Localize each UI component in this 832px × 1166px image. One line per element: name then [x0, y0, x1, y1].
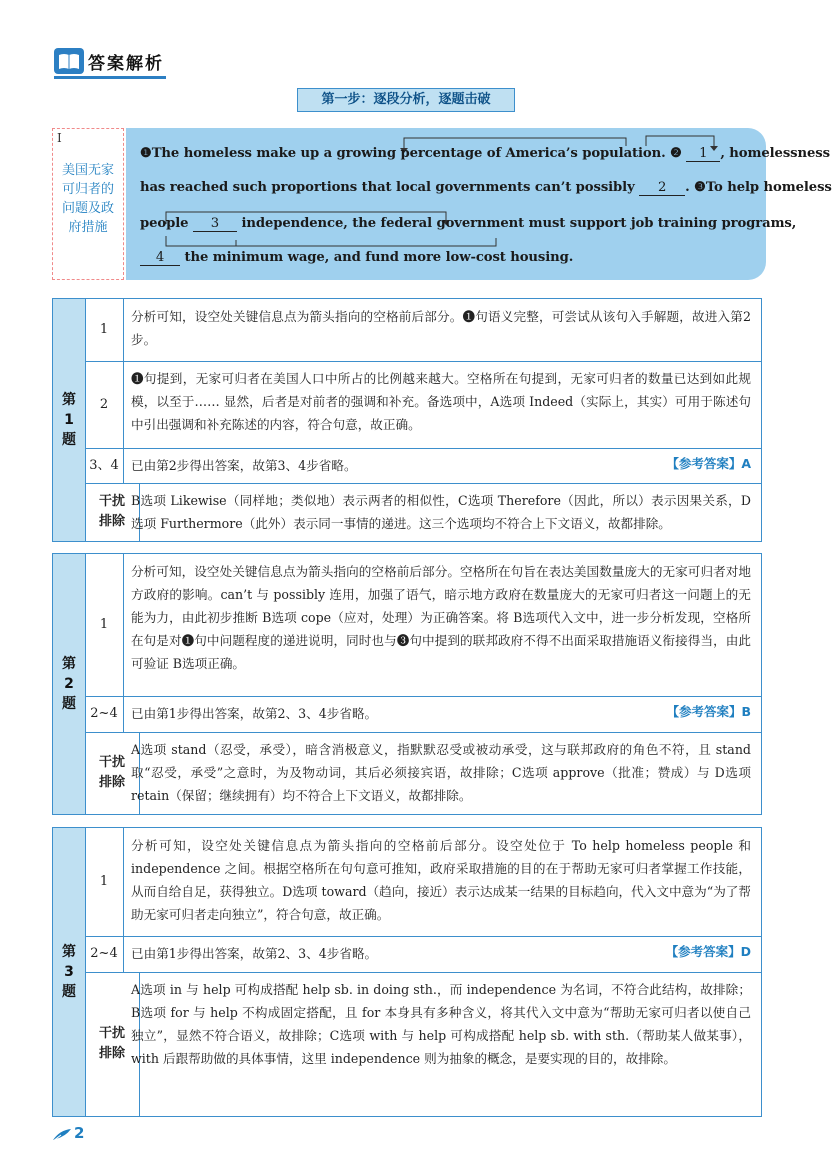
blank-4: 4 [140, 250, 180, 266]
passage-line-3 [140, 216, 796, 232]
table-row [85, 361, 761, 449]
reference-answer: 【参考答案】B [666, 704, 751, 719]
question-1-label: 第1题 [53, 299, 86, 541]
step-text: 分析可知，设空处关键信息点为箭头指向的空格前后部分。空格所在句旨在表达美国数量庞大的无家可归者对地方政府的影响。can’t 与 possibly 连用，加强了语气，暗示地方政府在数量庞大的无家可归者这一问题上的无能为力，由此初步推断 B选项 cope（应对，处理）为正确答案。将 B选项代入文中，进一步分析发现，空格所在句是对❶句中问题程度的递进说明，同时也与❸句中提到的联邦政府不得不出面采取措施语义衔接得当，由此可验证 B选项正确。 [131, 564, 751, 671]
step-text: 已由第2步得出答案，故第3、4步省略。 [131, 458, 357, 473]
table-row [85, 828, 761, 937]
blank-1: 1 [686, 146, 720, 162]
feather-icon [52, 1128, 72, 1142]
passage-label [52, 128, 124, 280]
step-text: A选项 stand（忍受，承受），暗含消极意义，指默默忍受或被动承受，这与联邦政府的角色不符，且 stand 取“忍受，承受”之意时，为及物动词，其后必须接宾语，故排除；C选项 approve（批准；赞成）与 D选项 retain（保留；继续拥有）均不符合上下文语义，故都排除。 [131, 742, 751, 803]
passage-line-4 [140, 250, 573, 266]
step-label: 3、4 [85, 448, 124, 483]
step-banner: 第一步：逐段分析，逐题击破 [297, 88, 515, 112]
passage-line-2-end: . ❸To help homeless [685, 180, 832, 195]
passage-line-2-start: has reached such proportions that local governments can’t possibly [140, 180, 635, 195]
distractor-label: 干扰排除 [85, 732, 140, 814]
step-text: B选项 Likewise（同样地；类似地）表示两者的相似性，C选项 Therefore（因此，所以）表示因果关系，D选项 Furthermore（此外）表示同一事情的递进。这三个选项均不符合上下文语义，故都排除。 [131, 493, 751, 531]
question-1-table [52, 298, 762, 542]
distractor-label: 干扰排除 [85, 483, 140, 541]
reference-answer: 【参考答案】D [665, 944, 751, 959]
table-row [85, 554, 761, 697]
step-text: 分析可知，设空处关键信息点为箭头指向的空格前后部分。❶句语义完整，可尝试从该句入手解题，故进入第2步。 [131, 309, 751, 347]
passage-number: I [57, 131, 62, 145]
reference-answer: 【参考答案】A [666, 456, 751, 471]
page-footer [52, 1126, 112, 1144]
table-row [85, 972, 761, 1116]
passage-line-1-end: , homelessness [720, 146, 830, 161]
passage-line-1-start: ❶The homeless make up a growing percentage of America’s population. ❷ [140, 146, 682, 161]
step-label: 2 [85, 361, 124, 448]
section-title: 答案解析 [88, 54, 164, 74]
blank-2: 2 [639, 180, 685, 196]
step-text: ❶句提到，无家可归者在美国人口中所占的比例越来越大。空格所在句提到，无家可归者的数量已达到如此规模，以至于…… 显然，后者是对前者的强调和补充。备选项中，A选项 Indeed（实际上，其实）可用于陈述句中引出强调和补充陈述的内容，符合句意，故正确。 [131, 371, 751, 432]
step-label: 2~4 [85, 696, 124, 732]
step-text: 已由第1步得出答案，故第2、3、4步省略。 [131, 706, 378, 721]
question-3-label: 第3题 [53, 828, 86, 1116]
table-row [85, 483, 761, 541]
passage-line-3-start: people [140, 216, 189, 231]
section-header [54, 48, 166, 74]
passage-line-1 [140, 146, 830, 162]
table-row [85, 448, 761, 484]
distractor-label: 干扰排除 [85, 972, 140, 1116]
blank-3: 3 [193, 216, 237, 232]
book-icon [54, 48, 84, 74]
table-row [85, 299, 761, 362]
passage-line-4-end: the minimum wage, and fund more low-cost housing. [184, 250, 574, 265]
question-3-table [52, 827, 762, 1117]
step-text: 分析可知，设空处关键信息点为箭头指向的空格前后部分。设空处位于 To help homeless people 和 independence 之间。根据空格所在句句意可推知，政府采取措施的目的在于帮助无家可归者掌握工作技能，从而自给自足，获得独立。D选项 toward（趋向，接近）表示达成某一结果的目标趋向，代入文中意为“为了帮助无家可归者走向独立”，符合句意，故正确。 [131, 838, 751, 922]
question-2-label: 第2题 [53, 554, 86, 814]
header-rule [54, 76, 166, 79]
page-number: 2 [74, 1124, 85, 1142]
step-label: 2~4 [85, 936, 124, 972]
step-text: A选项 in 与 help 可构成搭配 help sb. in doing sth.，而 independence 为名词，不符合此结构，故排除；B选项 for 与 help 不构成固定搭配，且 for 本身具有多种含义，将其代入文中意为“帮助无家可归者以使自己独立”，显然不符合语义，故排除；C选项 with 与 help 可构成搭配 help sb. with sth.（帮助某人做某事），with 后跟帮助做的具体事情，这里 independence 则为抽象的概念，是要实现的目的，故排除。 [131, 982, 751, 1066]
step-label: 1 [85, 554, 124, 696]
passage-line-2 [140, 180, 832, 196]
passage-line-3-end: independence, the federal government must support job training programs, [241, 216, 797, 231]
table-row [85, 936, 761, 973]
step-text: 已由第1步得出答案，故第2、3、4步省略。 [131, 946, 378, 961]
step-label: 1 [85, 828, 124, 936]
passage-topic: 美国无家可归者的问题及政府措施 [61, 163, 114, 235]
step-label: 1 [85, 299, 124, 361]
table-row [85, 732, 761, 814]
passage-text-box [126, 128, 832, 280]
table-row [85, 696, 761, 733]
question-2-table [52, 553, 762, 815]
